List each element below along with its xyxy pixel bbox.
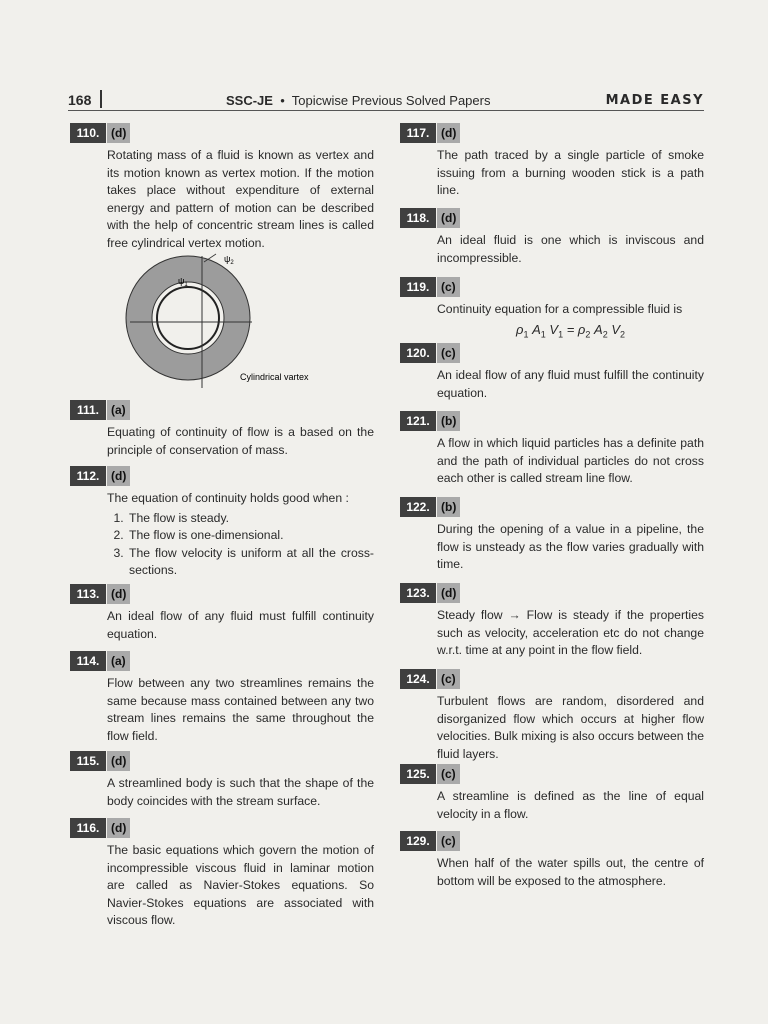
question-number: 124. [400, 669, 436, 689]
question-number: 125. [400, 764, 436, 784]
answer-text: The equation of continuity holds good when : [107, 491, 349, 505]
answer-text: A flow in which liquid particles has a definite path and the path of individual particles do not cross each other is called stream line flow. [437, 436, 704, 486]
answer-item [70, 123, 374, 253]
answer-item [400, 669, 704, 763]
answer-option: (d) [107, 751, 130, 771]
header-separator: • [280, 93, 285, 108]
continuity-equation: $\rho_1$ $A_1$ $V_1 = \rho_2$ $A_2$ $V_2$ [515, 321, 626, 340]
question-number: 113. [70, 584, 106, 604]
answer-option: (c) [437, 831, 460, 851]
answer-text: A streamlined body is such that the shape of the body coincides with the stream surface. [107, 776, 374, 808]
answer-item [400, 208, 704, 267]
answer-text: Equating of continuity of flow is a based on the principle of conservation of mass. [107, 425, 374, 457]
answer-item [400, 831, 704, 890]
question-number: 114. [70, 651, 106, 671]
answer-item [70, 651, 374, 745]
answer-option: (d) [107, 584, 130, 604]
answer-text: Turbulent flows are random, disordered and disorganized flow which occurs at higher flow velocities. Bulk mixing is also occurs between the fluid layers. [437, 694, 704, 761]
page-number: 168 [68, 92, 92, 108]
list-item: 2. The flow is one-dimensional. [127, 527, 374, 545]
question-number: 116. [70, 818, 106, 838]
list-item: 3. The flow velocity is uniform at all the cross-sections. [127, 545, 374, 580]
question-number: 119. [400, 277, 436, 297]
psi1-label: $\psi_1$ [178, 276, 188, 288]
answer-option: (d) [107, 123, 130, 143]
answer-option: (c) [437, 343, 460, 363]
answer-text: A streamline is defined as the line of equal velocity in a flow. [437, 789, 704, 821]
psi2-label: $\psi_2$ [224, 254, 234, 266]
question-number: 123. [400, 583, 436, 603]
exam-name: SSC-JE [226, 93, 273, 108]
answer-item [70, 400, 374, 459]
answer-option: (c) [437, 764, 460, 784]
answer-item [400, 497, 704, 574]
answer-item [400, 277, 704, 344]
answer-option: (d) [437, 208, 460, 228]
question-number: 117. [400, 123, 436, 143]
answer-text: The path traced by a single particle of smoke issuing from a burning wooden stick is a path line. [437, 148, 704, 198]
answer-text: When half of the water spills out, the centre of bottom will be exposed to the atmosphere. [437, 856, 704, 888]
list-item: 1. The flow is steady. [127, 510, 374, 528]
answer-item [70, 466, 374, 580]
answer-item [400, 343, 704, 402]
answer-text: An ideal fluid is one which is inviscous and incompressible. [437, 233, 704, 265]
answer-option: (d) [107, 466, 130, 486]
answer-option: (b) [437, 411, 460, 431]
page-header [68, 90, 704, 111]
brand-logo: MADE EASY [605, 93, 704, 108]
answer-item [70, 584, 374, 643]
answer-item [70, 751, 374, 810]
cylindrical-vortex-diagram [120, 250, 340, 390]
question-number: 129. [400, 831, 436, 851]
header-divider [100, 90, 102, 108]
question-number: 120. [400, 343, 436, 363]
answer-item [400, 583, 704, 660]
answer-text: Continuity equation for a compressible fluid is [437, 302, 683, 316]
condition-list [107, 510, 374, 580]
diagram-caption: Cylindrical vartex [240, 372, 309, 382]
answer-item [400, 764, 704, 823]
answer-text: The basic equations which govern the motion of incompressible viscous fluid in laminar motion are called as Navier-Stokes equations. So Navier-Stokes equations are associated with viscous flow. [107, 843, 374, 928]
answer-text: Flow between any two streamlines remains the same because mass contained between any two stream lines remains the same throughout the flow field. [107, 676, 374, 743]
question-number: 122. [400, 497, 436, 517]
answer-text: An ideal flow of any fluid must fulfill the continuity equation. [437, 368, 704, 400]
header-subtitle: Topicwise Previous Solved Papers [291, 93, 491, 108]
answer-option: (d) [437, 583, 460, 603]
answer-option: (c) [437, 277, 460, 297]
answer-text: An ideal flow of any fluid must fulfill continuity equation. [107, 609, 374, 641]
header-title [226, 93, 490, 108]
answer-option: (d) [437, 123, 460, 143]
question-number: 121. [400, 411, 436, 431]
question-number: 112. [70, 466, 106, 486]
answer-option: (b) [437, 497, 460, 517]
answer-option: (c) [437, 669, 460, 689]
answer-text: During the opening of a value in a pipeline, the flow is unsteady as the flow varies gradually with time. [437, 522, 704, 572]
answer-option: (a) [107, 651, 130, 671]
answer-option: (d) [107, 818, 130, 838]
answer-option: (a) [107, 400, 130, 420]
answer-item [400, 123, 704, 200]
question-number: 111. [70, 400, 106, 420]
question-number: 110. [70, 123, 106, 143]
answer-item [400, 411, 704, 488]
answer-text: Steady flow → Flow is steady if the properties such as velocity, acceleration etc do not change w.r.t. time at any point in the flow field. [437, 608, 704, 658]
answer-item [70, 818, 374, 930]
answer-text: Rotating mass of a fluid is known as vertex and its motion known as vertex motion. If the motion takes place without expenditure of external energy and pattern of motion can be described with the help of concentric stream lines is called free cylindrical vertex motion. [107, 148, 374, 250]
question-number: 118. [400, 208, 436, 228]
question-number: 115. [70, 751, 106, 771]
